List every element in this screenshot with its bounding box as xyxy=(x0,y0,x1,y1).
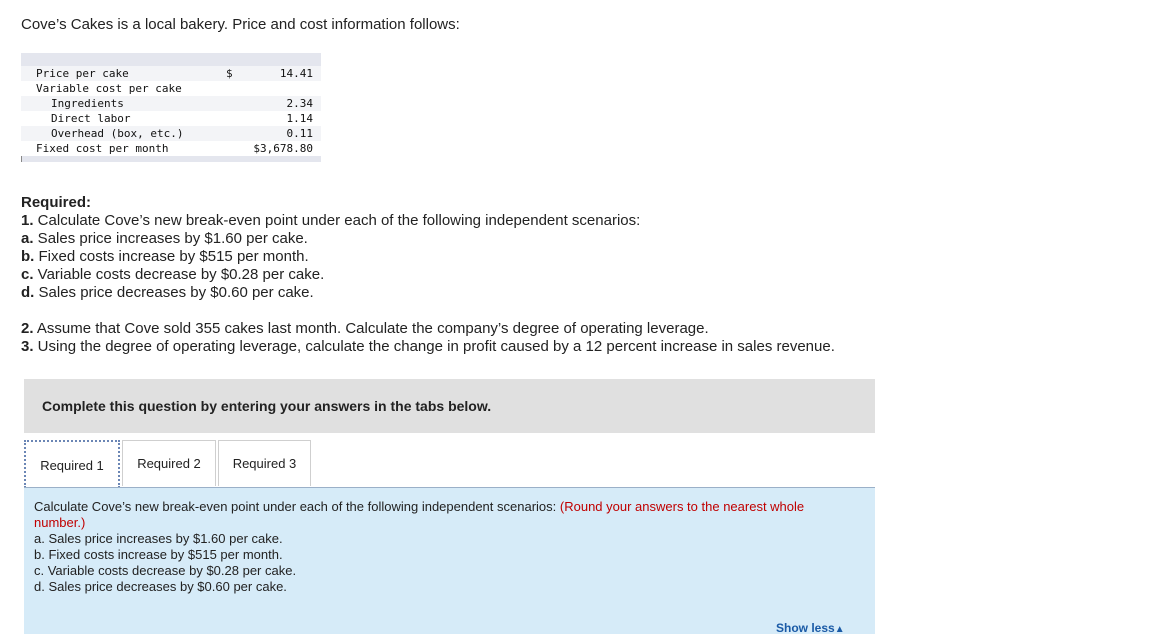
row-currency xyxy=(226,141,244,156)
required-heading: Required: xyxy=(21,194,92,211)
row-label: Ingredients xyxy=(21,96,226,111)
required-section xyxy=(21,194,835,356)
q2-text: Assume that Cove sold 355 cakes last month. Calculate the company’s degree of operating leverage. xyxy=(33,320,709,337)
row-label: Price per cake xyxy=(21,66,226,81)
scenario-d xyxy=(21,284,835,302)
scenario-letter: c. xyxy=(21,266,34,283)
instruction-banner-text: Complete this question by entering your answers in the tabs below. xyxy=(42,398,492,414)
table-row xyxy=(21,81,321,96)
row-currency xyxy=(226,126,244,141)
row-value: 2.34 xyxy=(244,96,321,111)
scenario-c xyxy=(21,266,835,284)
tab-required-3[interactable]: Required 3 xyxy=(218,440,311,486)
list-item: a. Sales price increases by $1.60 per cake. xyxy=(34,531,283,546)
rounding-note: (Round your answers to the nearest whole number.) xyxy=(34,499,805,530)
row-currency xyxy=(226,111,244,126)
scenario-text: Sales price decreases by $0.60 per cake. xyxy=(34,284,314,301)
panel-instruction xyxy=(34,499,834,531)
question-2 xyxy=(21,320,835,338)
instruction-banner xyxy=(24,379,875,433)
table-row xyxy=(21,111,321,126)
table-bottom-bar xyxy=(21,156,321,162)
row-value: 14.41 xyxy=(244,66,321,81)
question-1 xyxy=(21,212,835,230)
list-item: b. Fixed costs increase by $515 per month. xyxy=(34,547,283,562)
row-value: 1.14 xyxy=(244,111,321,126)
intro-text: Cove’s Cakes is a local bakery. Price and cost information follows: xyxy=(21,16,460,33)
tab-bar xyxy=(24,440,313,488)
row-currency xyxy=(226,81,244,96)
q1-text: Calculate Cove’s new break-even point under each of the following independent scenarios: xyxy=(33,212,641,229)
table-top-bar xyxy=(21,53,321,66)
scenario-letter: a. xyxy=(21,230,34,247)
table-row xyxy=(21,126,321,141)
scenario-list xyxy=(34,531,296,595)
triangle-up-icon: ▲ xyxy=(834,624,845,635)
row-label: Variable cost per cake xyxy=(21,81,226,96)
question-3 xyxy=(21,338,835,356)
row-currency: $ xyxy=(226,66,244,81)
q1-number: 1. xyxy=(21,212,34,229)
show-less-link[interactable] xyxy=(776,620,845,638)
row-value xyxy=(244,81,321,96)
panel-instruction-text: Calculate Cove’s new break-even point under each of the following independent scenarios: xyxy=(34,499,557,514)
row-currency xyxy=(226,96,244,111)
scenario-letter: b. xyxy=(21,248,35,265)
scenario-a xyxy=(21,230,835,248)
cost-table xyxy=(21,53,321,162)
q3-text: Using the degree of operating leverage, calculate the change in profit caused by a 12 percent increase in sales revenue. xyxy=(33,338,835,355)
scenario-text: Variable costs decrease by $0.28 per cake. xyxy=(33,266,325,283)
tab-panel xyxy=(24,487,875,634)
scenario-text: Sales price increases by $1.60 per cake. xyxy=(33,230,308,247)
row-value: 0.11 xyxy=(244,126,321,141)
row-label: Direct labor xyxy=(21,111,226,126)
tab-required-2[interactable]: Required 2 xyxy=(122,440,216,486)
tab-required-1[interactable]: Required 1 xyxy=(24,440,120,488)
scenario-text: Fixed costs increase by $515 per month. xyxy=(34,248,309,265)
q2-number: 2. xyxy=(21,320,34,337)
row-value: $3,678.80 xyxy=(244,141,321,156)
table-row xyxy=(21,96,321,111)
table-row xyxy=(21,141,321,156)
table-row xyxy=(21,66,321,81)
show-less-label: Show less xyxy=(776,621,835,635)
row-label: Fixed cost per month xyxy=(21,141,226,156)
scenario-letter: d. xyxy=(21,284,35,301)
list-item: d. Sales price decreases by $0.60 per cake. xyxy=(34,579,287,594)
row-label: Overhead (box, etc.) xyxy=(21,126,226,141)
scenario-b xyxy=(21,248,835,266)
list-item: c. Variable costs decrease by $0.28 per cake. xyxy=(34,563,297,578)
q3-number: 3. xyxy=(21,338,34,355)
